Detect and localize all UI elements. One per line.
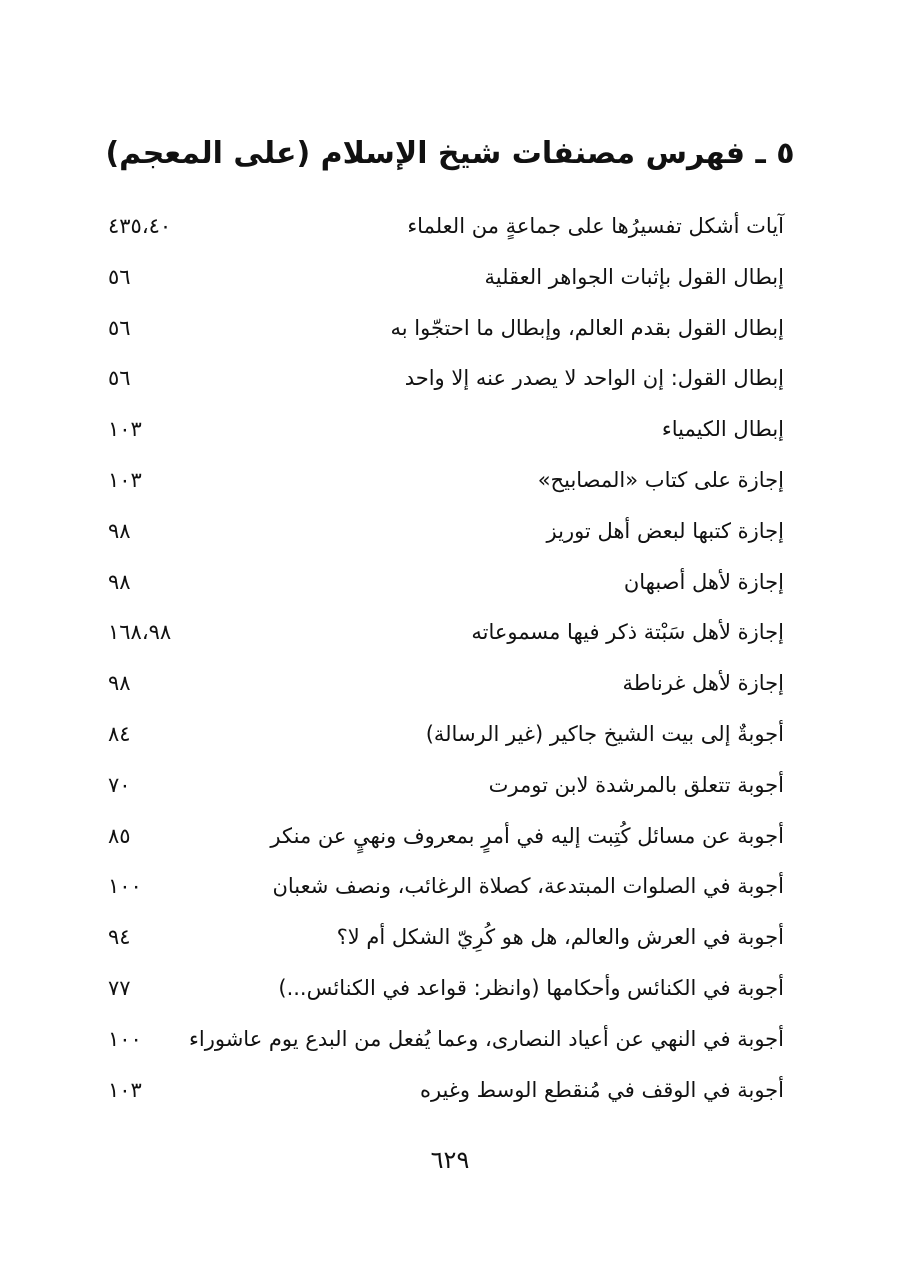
index-entry	[108, 814, 784, 865]
entry-title: إجازة على كتاب «المصابيح»	[537, 467, 784, 492]
entry-page-numbers: ٧٠	[108, 772, 131, 797]
entry-title: إجازة لأهل غرناطة	[622, 671, 784, 696]
entry-page-numbers: ٩٨	[108, 671, 131, 696]
entry-title: إبطال القول بقدم العالم، وإبطال ما احتجّوا به	[390, 315, 784, 340]
index-entry	[108, 458, 784, 509]
index-entry	[108, 560, 784, 611]
entry-page-numbers: ٨٤	[108, 721, 131, 746]
index-entry	[108, 255, 784, 306]
page-title: ٥ ـ فهرس مصنفات شيخ الإسلام (على المعجم)	[105, 136, 795, 172]
index-entry	[108, 356, 784, 407]
entry-page-numbers: ١٠٠	[108, 874, 142, 899]
index-entry	[108, 204, 784, 255]
entry-title: إجازة لأهل أصبهان	[623, 569, 784, 594]
entry-title: آيات أشكل تفسيرُها على جماعةٍ من العلماء	[407, 214, 784, 238]
index-entry	[108, 966, 784, 1017]
entry-page-numbers: ١٠٠	[108, 1026, 142, 1051]
entry-title: أجوبة في النهي عن أعياد النصارى، وعما يُفعل من البدع يوم عاشوراء	[189, 1026, 784, 1051]
entry-title: إبطال الكيمياء	[661, 417, 784, 442]
entry-title: أجوبة تتعلق بالمرشدة لابن تومرت	[488, 772, 784, 797]
page-number: ٦٢٩	[430, 1146, 470, 1174]
entry-title: أجوبة عن مسائل كُتِبت إليه في أمرٍ بمعروف ونهيٍ عن منكر	[270, 823, 784, 848]
entry-page-numbers: ٧٧	[108, 975, 131, 1000]
index-entry	[108, 306, 784, 357]
index-entry	[108, 1017, 784, 1068]
entry-page-numbers: ٩٨	[108, 569, 131, 594]
index-entry	[108, 661, 784, 712]
entry-title: أجوبةٌ إلى بيت الشيخ جاكير (غير الرسالة)	[425, 721, 784, 746]
entry-page-numbers: ١٠٣	[108, 1077, 142, 1102]
entry-title: أجوبة في الكنائس وأحكامها (وانظر: قواعد في الكنائس...)	[278, 975, 784, 1000]
index-entry	[108, 1068, 784, 1119]
index-entry	[108, 610, 784, 661]
entry-page-numbers: ١٠٣	[108, 417, 142, 442]
entry-page-numbers: ١٠٣	[108, 467, 142, 492]
index-entry	[108, 763, 784, 814]
index-entry	[108, 509, 784, 560]
index-entry	[108, 407, 784, 458]
index-entry	[108, 915, 784, 966]
entry-page-numbers: ٩٨	[108, 518, 131, 543]
entry-page-numbers: ١٦٨،٩٨	[108, 620, 172, 645]
entry-title: أجوبة في الصلوات المبتدعة، كصلاة الرغائب، ونصف شعبان	[272, 874, 784, 899]
entry-title: إجازة كتبها لبعض أهل توريز	[546, 518, 784, 543]
index-list	[108, 204, 784, 1118]
entry-title: إبطال القول: إن الواحد لا يصدر عنه إلا واحد	[404, 366, 784, 391]
index-entry	[108, 864, 784, 915]
index-entry	[108, 712, 784, 763]
entry-title: أجوبة في العرش والعالم، هل هو كُرِيّ الشكل أم لا؟	[336, 925, 784, 950]
entry-page-numbers: ٥٦	[108, 315, 131, 340]
entry-page-numbers: ٩٤	[108, 925, 131, 950]
entry-page-numbers: ٥٦	[108, 264, 131, 289]
entry-title: إبطال القول بإثبات الجواهر العقلية	[484, 264, 784, 289]
entry-title: إجازة لأهل سَبْتة ذكر فيها مسموعاته	[471, 620, 784, 645]
entry-page-numbers: ٥٦	[108, 366, 131, 391]
entry-page-numbers: ٤٣٥،٤٠	[108, 214, 172, 238]
entry-title: أجوبة في الوقف في مُنقطع الوسط وغيره	[419, 1077, 784, 1102]
entry-page-numbers: ٨٥	[108, 823, 131, 848]
